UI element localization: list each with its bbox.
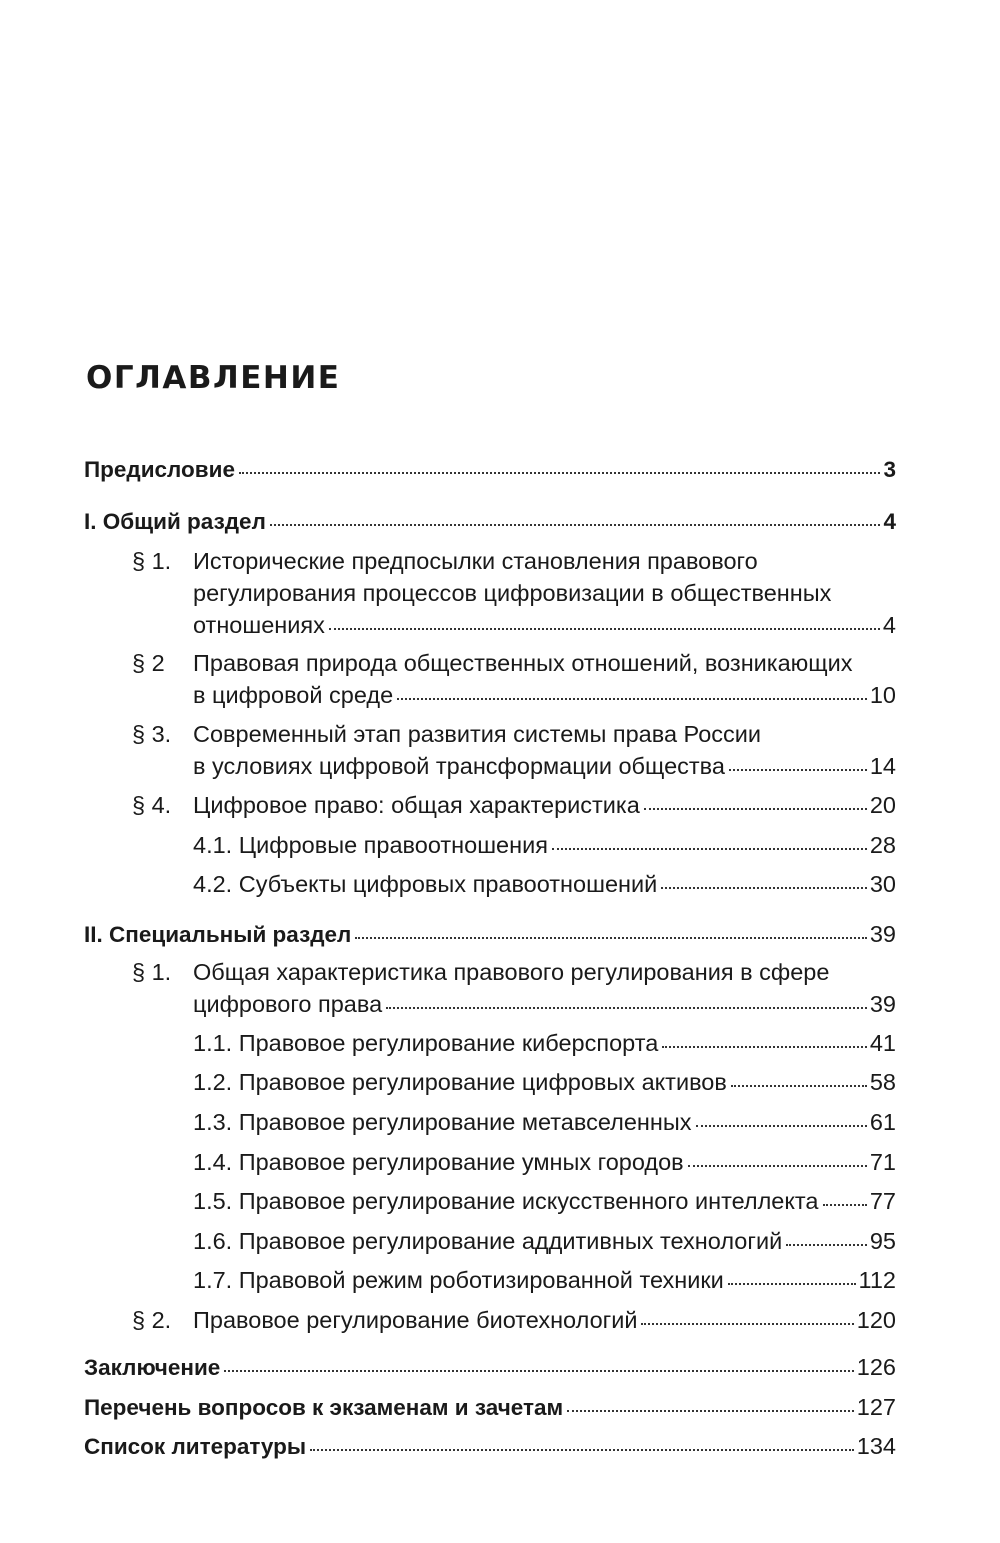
- dot-leader: [224, 1370, 853, 1372]
- page-number: 4: [882, 612, 896, 638]
- page-number: 61: [869, 1109, 896, 1135]
- entry-title-line-2: регулирования процессов цифровизации в общественных: [193, 580, 832, 606]
- entry-title: 1.4. Правовое регулирование умных городов: [193, 1149, 684, 1175]
- dot-leader: [729, 769, 867, 771]
- dot-leader: [355, 937, 867, 939]
- entry-title-line-2: цифрового права: [193, 991, 383, 1017]
- page-number: 4: [883, 509, 896, 534]
- entry-title: 1.1. Правовое регулирование киберспорта: [193, 1030, 659, 1056]
- dot-leader: [731, 1085, 867, 1087]
- page-number: 77: [869, 1188, 896, 1214]
- dot-leader: [688, 1165, 867, 1167]
- entry-title: 1.3. Правовое регулирование метавселенных: [193, 1109, 692, 1135]
- section-number: § 1.: [132, 548, 172, 574]
- section-number: § 2.: [132, 1307, 172, 1333]
- dot-leader: [786, 1244, 867, 1246]
- page-number: 14: [869, 753, 896, 779]
- page-number: 20: [869, 792, 896, 818]
- entry-title-line-1: Общая характеристика правового регулирования в сфере: [193, 959, 830, 985]
- page-number: 95: [869, 1228, 896, 1254]
- section-number: § 4.: [132, 792, 172, 818]
- section-number: § 1.: [132, 959, 172, 985]
- entry-title: II. Специальный раздел: [84, 922, 352, 947]
- dot-leader: [329, 628, 880, 630]
- dot-leader: [661, 887, 867, 889]
- entry-title: 1.2. Правовое регулирование цифровых активов: [193, 1069, 727, 1095]
- dot-leader: [644, 808, 867, 810]
- entry-title: Цифровое право: общая характеристика: [193, 792, 640, 818]
- page-number: 30: [869, 871, 896, 897]
- entry-title: Заключение: [84, 1355, 221, 1380]
- page-number: 41: [869, 1030, 896, 1056]
- entry-title-line-1: Исторические предпосылки становления правового: [193, 548, 758, 574]
- page-number: 126: [856, 1354, 896, 1380]
- entry-title: I. Общий раздел: [84, 509, 266, 534]
- entry-title: 4.2. Субъекты цифровых правоотношений: [193, 871, 658, 897]
- toc-title: ОГЛАВЛЕНИЕ: [86, 360, 341, 396]
- entry-title-line-1: Современный этап развития системы права России: [193, 721, 762, 747]
- dot-leader: [397, 698, 867, 700]
- dot-leader: [823, 1204, 867, 1206]
- dot-leader: [386, 1007, 867, 1009]
- entry-title-line-2: в условиях цифровой трансформации общества: [193, 753, 725, 779]
- page-number: 39: [869, 991, 896, 1017]
- section-number: § 3.: [132, 721, 172, 747]
- dot-leader: [696, 1125, 867, 1127]
- dot-leader: [270, 524, 881, 526]
- dot-leader: [552, 848, 867, 850]
- entry-title: Предисловие: [84, 457, 235, 482]
- entry-title-line-1: Правовая природа общественных отношений, возникающих: [193, 650, 853, 676]
- dot-leader: [662, 1046, 867, 1048]
- entry-title-line-2: в цифровой среде: [193, 682, 394, 708]
- page-number: 3: [883, 457, 896, 482]
- dot-leader: [239, 472, 881, 474]
- entry-title: 1.7. Правовой режим роботизированной техники: [193, 1267, 724, 1293]
- entry-title: 1.6. Правовое регулирование аддитивных технологий: [193, 1228, 783, 1254]
- entry-title: Перечень вопросов к экзаменам и зачетам: [84, 1395, 564, 1420]
- entry-title: 1.5. Правовое регулирование искусственного интеллекта: [193, 1188, 819, 1214]
- dot-leader: [310, 1449, 854, 1451]
- page-number: 28: [869, 832, 896, 858]
- page-number: 127: [856, 1394, 896, 1420]
- page-number: 58: [869, 1069, 896, 1095]
- entry-title: Правовое регулирование биотехнологий: [193, 1307, 638, 1333]
- entry-title: Список литературы: [84, 1434, 307, 1459]
- page-number: 39: [869, 921, 896, 947]
- entry-title-line-3: отношениях: [193, 612, 325, 638]
- page-number: 71: [869, 1149, 896, 1175]
- dot-leader: [728, 1283, 856, 1285]
- dot-leader: [641, 1323, 853, 1325]
- page-number: 10: [869, 682, 896, 708]
- page-number: 112: [858, 1267, 896, 1293]
- page-number: 120: [856, 1307, 896, 1333]
- entry-title: 4.1. Цифровые правоотношения: [193, 832, 548, 858]
- page-number: 134: [856, 1433, 896, 1459]
- section-number: § 2: [132, 650, 165, 676]
- dot-leader: [567, 1410, 854, 1412]
